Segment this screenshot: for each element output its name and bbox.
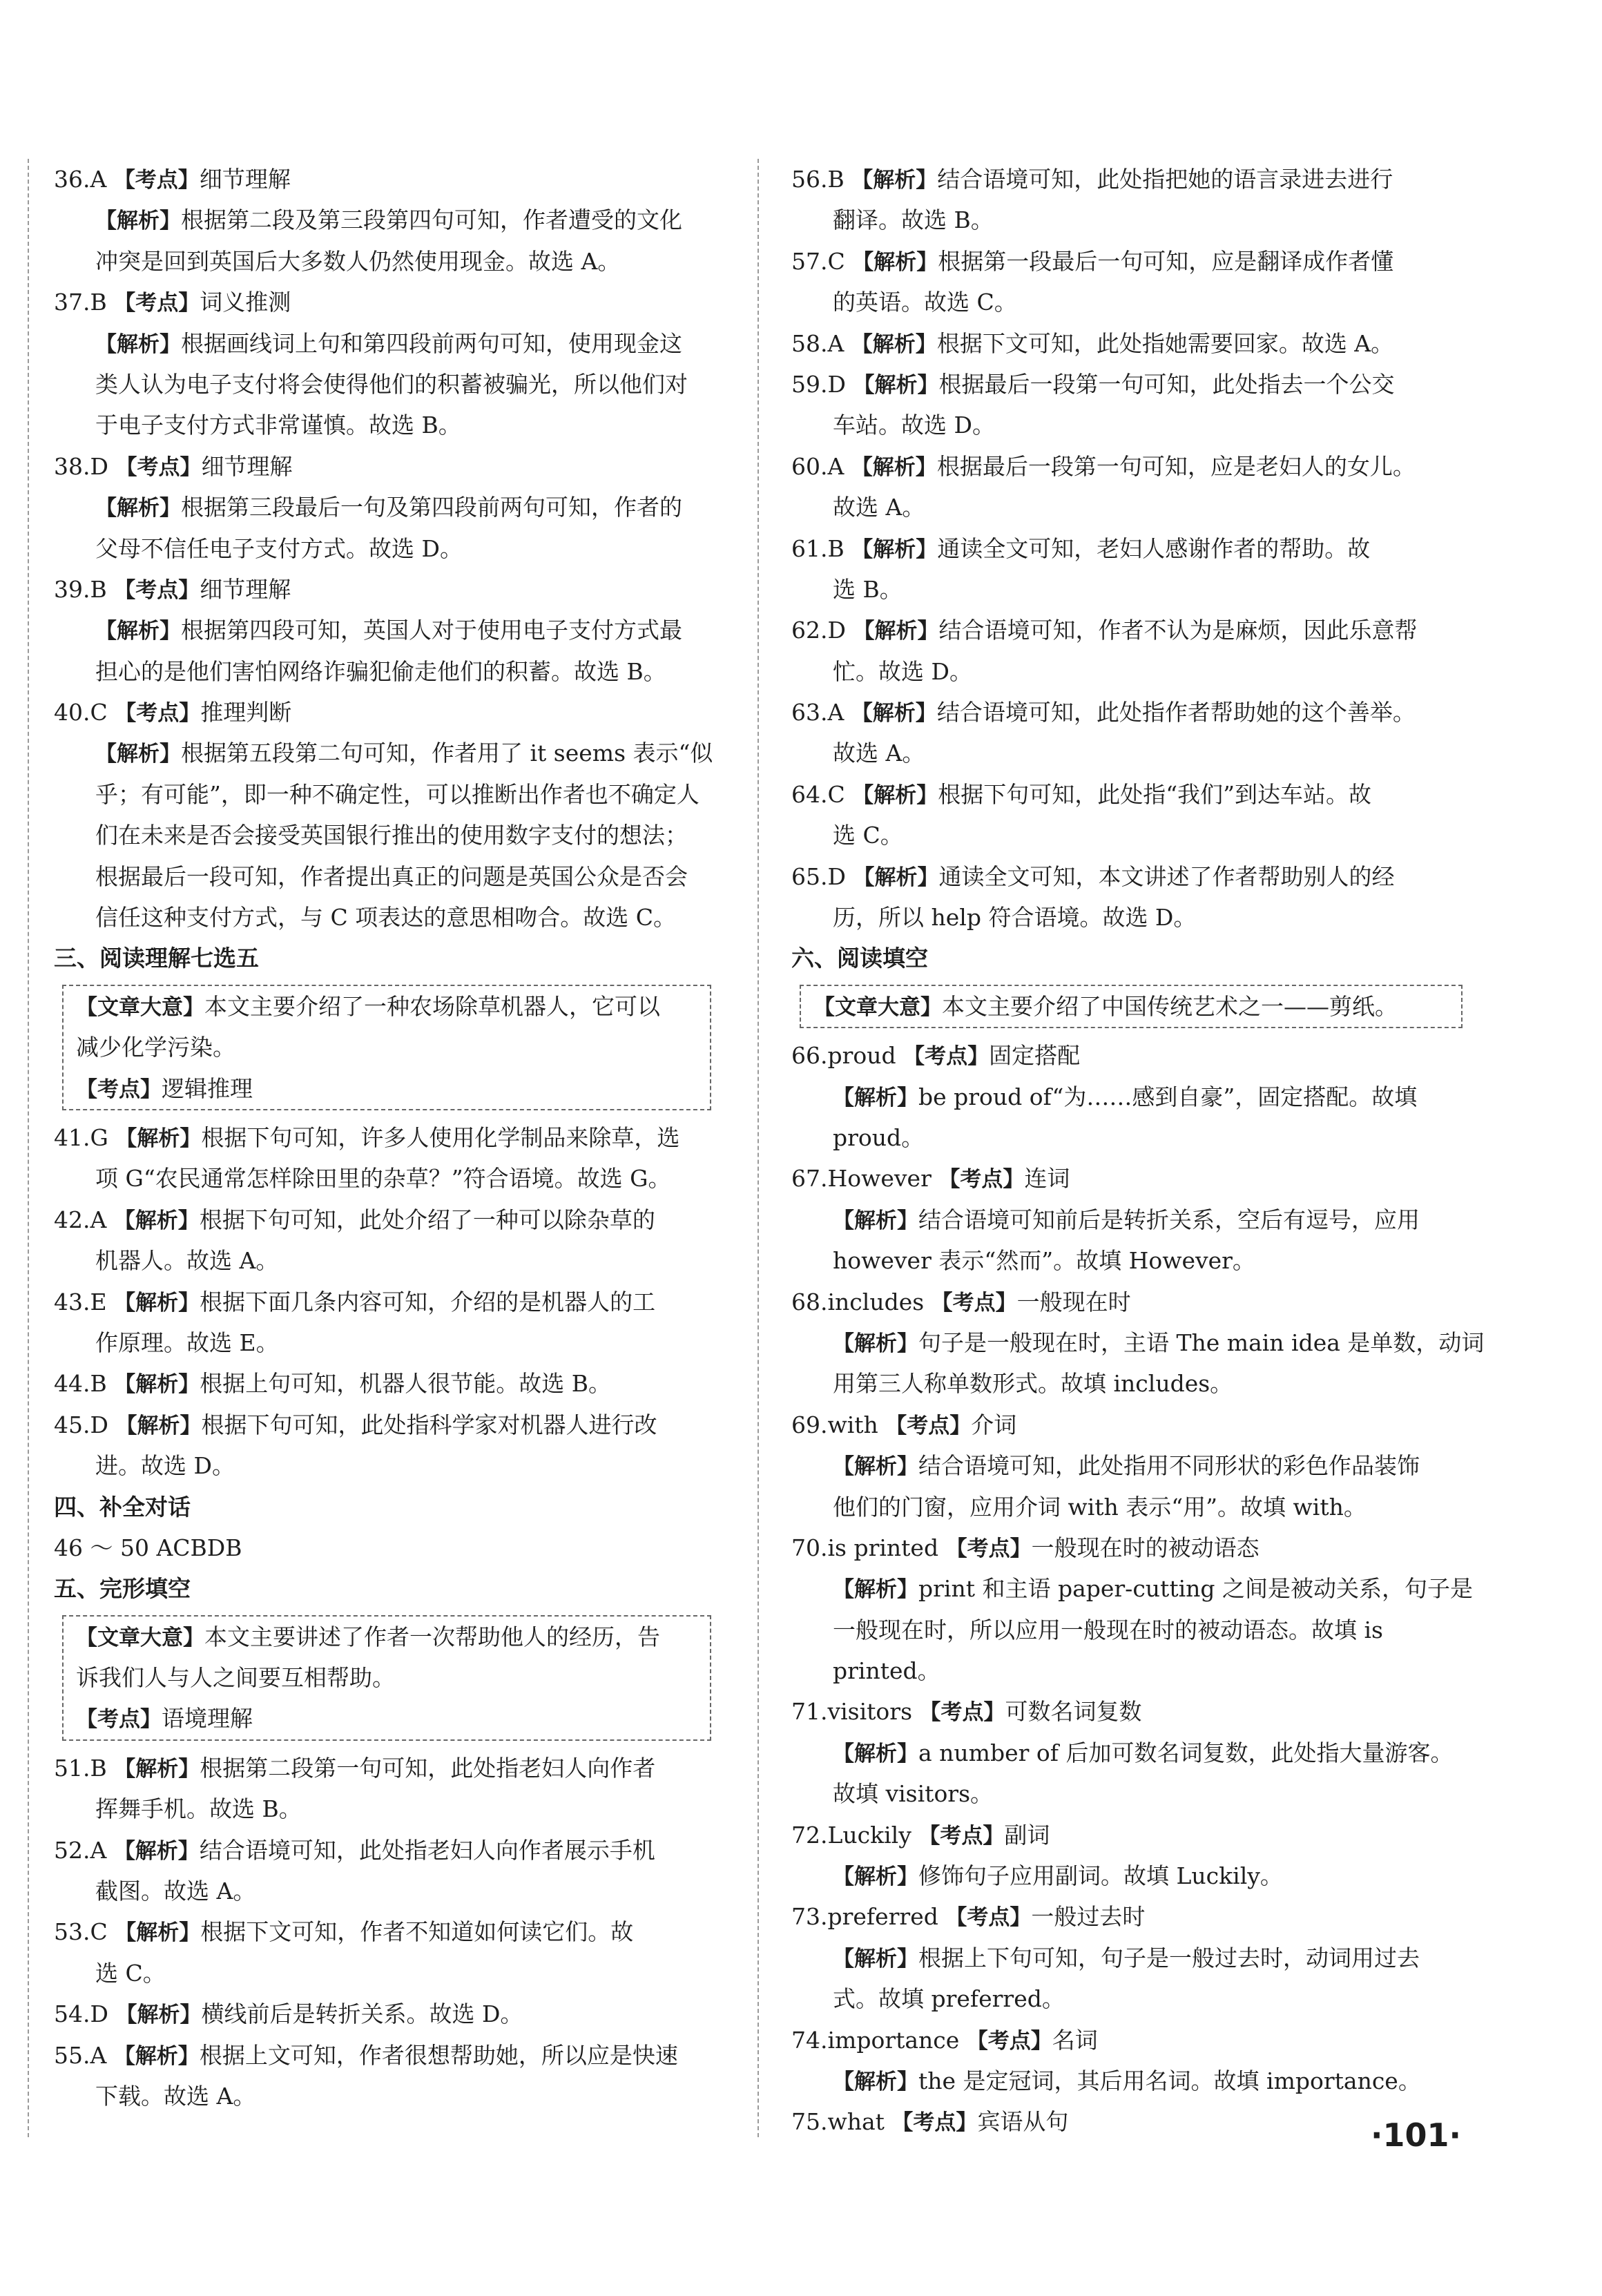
line-text: 机器人。故选 A。 [95, 1247, 279, 1275]
bracket-tag: 【解析】 [833, 1577, 918, 1603]
line-text: 语境理解 [162, 1705, 253, 1733]
line-text: 通读全文可知，本文讲述了作者帮助别人的经 [938, 862, 1395, 890]
text-line [54, 651, 724, 692]
text-line [791, 2061, 1463, 2101]
line-text: 一般过去时 [1031, 1903, 1146, 1931]
summary-box [62, 1615, 711, 1741]
text-line [54, 241, 724, 282]
line-text: 可数名词复数 [1005, 1698, 1142, 1726]
question-number: 57.C [791, 247, 845, 275]
text-line [791, 1773, 1463, 1814]
line-text: 选 C。 [95, 1959, 166, 1987]
question-number: 62.D [791, 617, 846, 644]
line-text: 根据上句可知，机器人很节能。故选 B。 [200, 1370, 611, 1398]
bracket-tag: 【解析】 [114, 1372, 200, 1398]
line-text: 一般现在时 [1016, 1288, 1131, 1315]
bracket-tag: 【考点】 [918, 1823, 1005, 1849]
question-number: 71.visitors [791, 1698, 913, 1726]
question-number: 60.A [791, 452, 845, 480]
question-number: 52.A [54, 1836, 107, 1864]
bracket-tag: 【解析】 [95, 742, 181, 767]
text-line [791, 405, 1463, 445]
text-line [54, 364, 724, 405]
line-text: printed。 [833, 1657, 940, 1685]
line-text: 根据下面几条内容可知，介绍的是机器人的工 [200, 1288, 656, 1315]
bracket-tag: 【解析】 [115, 1126, 202, 1151]
question-number: 74.importance [791, 2026, 960, 2054]
bracket-tag: 【考点】 [891, 2110, 978, 2136]
line-text: 式。故填 preferred。 [833, 1985, 1065, 2013]
bracket-tag: 【解析】 [852, 782, 938, 808]
question-number: 55.A [54, 2041, 107, 2069]
text-line [54, 528, 724, 569]
text-line [54, 733, 724, 773]
bracket-tag: 【考点】 [919, 1700, 1005, 1726]
line-text: 父母不信任电子支付方式。故选 D。 [95, 534, 463, 562]
bracket-tag: 【解析】 [113, 1838, 200, 1864]
text-line [54, 1788, 724, 1829]
question-number: 65.D [791, 862, 846, 890]
line-text: 进。故选 D。 [95, 1452, 235, 1480]
line-text: 根据第二段第一句可知，此处指老妇人向作者 [200, 1754, 656, 1782]
text-line [54, 405, 724, 445]
line-text: 细节理解 [201, 452, 293, 480]
text-line [54, 1953, 724, 1994]
text-line [54, 610, 724, 650]
question-number: 45.D [54, 1411, 108, 1438]
line-text: 本文主要讲述了作者一次帮助他人的经历，告 [204, 1623, 660, 1650]
line-text: 根据最后一段第一句可知，应是老妇人的女儿。 [936, 452, 1416, 480]
text-line [791, 1035, 1463, 1076]
question-number: 38.D [54, 452, 108, 480]
text-line [791, 856, 1463, 897]
line-text: 忙。故选 D。 [833, 657, 972, 685]
text-line [791, 487, 1463, 528]
text-line [791, 1691, 1463, 1732]
question-number: 51.B [54, 1754, 107, 1782]
text-line [76, 1657, 697, 1698]
line-text: 根据画线词上句和第四段前两句可知，使用现金这 [181, 329, 682, 357]
text-line [791, 692, 1463, 733]
line-text: 截图。故选 A。 [95, 1878, 256, 1905]
text-line [791, 528, 1463, 569]
question-number: 70.is printed [791, 1534, 939, 1561]
line-text: 诉我们人与人之间要互相帮助。 [76, 1664, 395, 1692]
line-text: 根据上下句可知，句子是一般过去时，动词用过去 [918, 1944, 1420, 1971]
text-line [54, 1830, 724, 1871]
bracket-tag: 【解析】 [833, 2069, 918, 2094]
text-line [54, 2035, 724, 2076]
text-line [791, 1240, 1463, 1281]
text-line [54, 1871, 724, 1911]
line-text: 故选 A。 [833, 740, 925, 767]
text-line [791, 1855, 1463, 1896]
line-text: 项 G“农民通常怎样除田里的杂草？”符合语境。故选 G。 [95, 1165, 671, 1193]
text-line [54, 323, 724, 364]
left-column [54, 159, 724, 2116]
text-line [791, 1282, 1463, 1322]
bracket-tag: 【解析】 [853, 865, 939, 890]
text-line [791, 1610, 1463, 1650]
line-text: 句子是一般现在时，主语 The main idea 是单数，动词 [918, 1329, 1485, 1356]
question-number: 64.C [791, 780, 845, 808]
text-line [791, 241, 1463, 282]
line-text: 名词 [1052, 2026, 1098, 2054]
text-line [791, 1077, 1463, 1117]
bracket-tag: 【考点】 [115, 701, 201, 726]
bracket-tag: 【解析】 [114, 1756, 200, 1782]
line-text: 46 ～ 50 ACBDB [54, 1534, 242, 1561]
text-line [54, 1322, 724, 1363]
text-line [791, 897, 1463, 938]
line-text: 的英语。故选 C。 [833, 289, 1017, 316]
bracket-tag: 【考点】 [113, 168, 200, 193]
text-line [791, 1445, 1463, 1486]
section-heading: 六、阅读填空 [791, 945, 928, 972]
line-text: 选 B。 [833, 575, 903, 603]
line-text: 推理判断 [200, 699, 292, 726]
summary-box [800, 985, 1463, 1028]
text-line [791, 282, 1463, 322]
text-line [76, 1068, 697, 1109]
text-line [54, 1158, 724, 1199]
line-text: 类人认为电子支付将会使得他们的积蓄被骗光，所以他们对 [95, 370, 688, 398]
line-text: 修饰句子应用副词。故填 Luckily。 [918, 1862, 1283, 1890]
bracket-tag: 【解析】 [115, 1920, 201, 1946]
left-binding-line [28, 159, 29, 2137]
line-text: 根据第四段可知，英国人对于使用电子支付方式最 [181, 617, 682, 644]
bracket-tag: 【解析】 [833, 1454, 918, 1480]
line-text: 根据下句可知，此处指科学家对机器人进行改 [201, 1411, 657, 1438]
line-text: 本文主要介绍了一种农场除草机器人，它可以 [204, 992, 660, 1020]
line-text: 介词 [971, 1411, 1017, 1438]
line-text: 根据最后一段第一句可知，此处指去一个公交 [938, 370, 1395, 398]
text-line [791, 1733, 1463, 1773]
line-text: 固定搭配 [989, 1042, 1081, 1070]
bracket-tag: 【解析】 [95, 619, 181, 644]
bracket-tag: 【解析】 [851, 168, 938, 193]
line-text: 下载。故选 A。 [95, 2082, 256, 2110]
section-heading: 五、完形填空 [54, 1575, 191, 1603]
text-line [791, 1978, 1463, 2019]
text-line [76, 1617, 697, 1657]
line-text: 细节理解 [200, 575, 291, 603]
text-line [54, 159, 724, 200]
bracket-tag: 【考点】 [903, 1044, 990, 1070]
line-text: print 和主语 paper-cutting 之间是被动关系，句子是 [918, 1575, 1474, 1603]
line-text: 通读全文可知，老妇人感谢作者的帮助。故 [937, 534, 1371, 562]
line-text: 逻辑推理 [162, 1074, 253, 1102]
line-text: proud。 [833, 1123, 925, 1151]
question-number: 59.D [791, 370, 846, 398]
line-text: 们在未来是否会接受英国银行推出的使用数字支付的想法； [95, 822, 688, 849]
bracket-tag: 【解析】 [115, 1413, 202, 1438]
line-text: 根据第五段第二句可知，作者用了 it seems 表示“似 [181, 740, 713, 767]
bracket-tag: 【解析】 [853, 619, 939, 644]
text-line [791, 1896, 1463, 1937]
bracket-tag: 【考点】 [945, 1536, 1032, 1561]
text-line [791, 1117, 1463, 1158]
right-column [791, 159, 1485, 2143]
bracket-tag: 【考点】 [114, 291, 200, 316]
bracket-tag: 【文章大意】 [813, 994, 942, 1020]
text-line [76, 986, 697, 1027]
text-line [791, 1158, 1463, 1199]
line-text: 信任这种支付方式，与 C 项表达的意思相吻合。故选 C。 [95, 904, 676, 932]
question-number: 37.B [54, 289, 107, 316]
line-text: 挥舞手机。故选 B。 [95, 1795, 302, 1823]
question-number: 44.B [54, 1370, 107, 1398]
text-line [791, 323, 1463, 364]
text-line [54, 897, 724, 938]
section-heading: 四、补全对话 [54, 1493, 191, 1521]
text-line [54, 1911, 724, 1952]
text-line [791, 733, 1463, 773]
text-line [76, 1027, 697, 1068]
line-text: 结合语境可知前后是转折关系，空后有逗号，应用 [918, 1206, 1420, 1233]
question-number: 56.B [791, 166, 845, 193]
text-line [54, 1405, 724, 1445]
bracket-tag: 【解析】 [851, 454, 937, 480]
text-line [54, 1363, 724, 1404]
line-text: 根据下文可知，作者不知道如何读它们。故 [200, 1918, 634, 1946]
question-number: 75.what [791, 2108, 885, 2136]
text-line [791, 1405, 1463, 1445]
question-number: 66.proud [791, 1042, 896, 1070]
text-line [791, 1938, 1463, 1978]
line-text: 作原理。故选 E。 [95, 1329, 279, 1356]
line-text: 连词 [1024, 1165, 1070, 1193]
bracket-tag: 【考点】 [114, 577, 200, 603]
text-line [791, 569, 1463, 610]
text-line [54, 1527, 724, 1568]
bracket-tag: 【解析】 [833, 1208, 918, 1233]
line-text: the 是定冠词，其后用名词。故填 importance。 [918, 2067, 1421, 2094]
line-text: 根据第二段及第三段第四句可知，作者遭受的文化 [181, 206, 682, 234]
question-number: 39.B [54, 575, 107, 603]
line-text: 根据下文可知，此处指她需要回家。故选 A。 [936, 329, 1394, 357]
text-line [54, 446, 724, 487]
bracket-tag: 【解析】 [113, 2043, 200, 2069]
line-text: 横线前后是转折关系。故选 D。 [201, 2000, 523, 2028]
text-line [54, 1994, 724, 2034]
text-line [791, 159, 1463, 200]
question-number: 54.D [54, 2000, 108, 2028]
question-number: 61.B [791, 534, 845, 562]
text-line [813, 986, 1449, 1027]
text-line [791, 815, 1463, 856]
text-line [54, 1445, 724, 1486]
bracket-tag: 【考点】 [115, 454, 202, 480]
text-line [791, 1527, 1463, 1568]
line-text: 宾语从句 [977, 2108, 1069, 2136]
text-line [791, 1487, 1463, 1527]
line-text: 用第三人称单数形式。故填 includes。 [833, 1370, 1233, 1398]
text-line [54, 200, 724, 240]
section-heading: 三、阅读理解七选五 [54, 945, 259, 972]
bracket-tag: 【解析】 [95, 209, 181, 234]
text-line [791, 1199, 1463, 1240]
bracket-tag: 【解析】 [95, 331, 181, 357]
line-text: 结合语境可知，作者不认为是麻烦，因此乐意帮 [938, 617, 1418, 644]
text-line [791, 651, 1463, 692]
line-text: 翻译。故选 B。 [833, 206, 994, 234]
question-number: 69.with [791, 1411, 878, 1438]
line-text: 根据下句可知，此处指“我们”到达车站。故 [938, 780, 1371, 808]
line-text: 于电子支付方式非常谨慎。故选 B。 [95, 412, 461, 439]
line-text: 故选 A。 [833, 494, 925, 521]
question-number: 42.A [54, 1206, 107, 1233]
question-number: 68.includes [791, 1288, 925, 1315]
text-line [791, 2020, 1463, 2061]
bracket-tag: 【考点】 [885, 1413, 972, 1438]
line-text: 根据下句可知，许多人使用化学制品来除草，选 [201, 1123, 680, 1151]
text-line [76, 1698, 697, 1739]
text-line [54, 1117, 724, 1158]
bracket-tag: 【考点】 [931, 1290, 1017, 1315]
line-text: a number of 后加可数名词复数，此处指大量游客。 [918, 1739, 1454, 1766]
text-line [791, 610, 1463, 650]
bracket-tag: 【解析】 [833, 1946, 918, 1971]
bracket-tag: 【解析】 [113, 1208, 200, 1233]
center-binding-line [757, 159, 759, 2137]
question-number: 73.preferred [791, 1903, 938, 1931]
line-text: 根据第一段最后一句可知，应是翻译成作者懂 [938, 247, 1394, 275]
line-text: 根据上文可知，作者很想帮助她，所以应是快速 [199, 2041, 678, 2069]
line-text: 本文主要介绍了中国传统艺术之一——剪纸。 [942, 992, 1398, 1020]
bracket-tag: 【解析】 [853, 372, 939, 398]
line-text: 历，所以 help 符合语境。故选 D。 [833, 904, 1197, 932]
bracket-tag: 【解析】 [852, 249, 938, 275]
bracket-tag: 【解析】 [851, 701, 937, 726]
bracket-tag: 【考点】 [938, 1167, 1025, 1193]
line-text: be proud of“为……感到自豪”，固定搭配。故填 [918, 1083, 1418, 1110]
bracket-tag: 【解析】 [833, 1085, 918, 1110]
summary-box [62, 985, 711, 1110]
bracket-tag: 【解析】 [115, 2003, 202, 2028]
line-text: 根据最后一段可知，作者提出真正的问题是英国公众是否会 [95, 862, 688, 890]
text-line [791, 446, 1463, 487]
bracket-tag: 【考点】 [945, 1905, 1032, 1931]
line-text: 冲突是回到英国后大多数人仍然使用现金。故选 A。 [95, 247, 621, 275]
text-line [54, 2076, 724, 2116]
text-line [54, 815, 724, 856]
line-text: 故填 visitors。 [833, 1780, 994, 1808]
line-text: 结合语境可知，此处指作者帮助她的这个善举。 [936, 699, 1416, 726]
line-text: 他们的门窗，应用介词 with 表示“用”。故填 with。 [833, 1493, 1367, 1521]
bracket-tag: 【考点】 [966, 2028, 1052, 2054]
line-text: however 表示“然而”。故填 However。 [833, 1247, 1255, 1275]
text-line [54, 1199, 724, 1240]
line-text: 车站。故选 D。 [833, 412, 995, 439]
text-line [791, 364, 1463, 405]
question-number: 72.Luckily [791, 1821, 911, 1849]
question-number: 43.E [54, 1288, 107, 1315]
text-line [791, 1650, 1463, 1691]
text-line [791, 774, 1463, 815]
question-number: 53.C [54, 1918, 108, 1946]
page-number: ·101· [1371, 2116, 1461, 2154]
text-line [54, 569, 724, 610]
line-text: 副词 [1004, 1821, 1050, 1849]
text-line [54, 282, 724, 322]
line-text: 结合语境可知，此处指把她的语言录进去进行 [937, 166, 1393, 193]
line-text: 选 C。 [833, 822, 903, 849]
line-text: 一般现在时的被动语态 [1031, 1534, 1260, 1561]
text-line [791, 1363, 1463, 1404]
line-text: 根据下句可知，此处介绍了一种可以除杂草的 [199, 1206, 655, 1233]
question-number: 40.C [54, 699, 108, 726]
text-line [54, 487, 724, 528]
line-text: 减少化学污染。 [76, 1034, 235, 1061]
bracket-tag: 【文章大意】 [76, 994, 204, 1020]
line-text: 根据第三段最后一句及第四段前两句可知，作者的 [181, 494, 682, 521]
line-text: 结合语境可知，此处指用不同形状的彩色作品装饰 [918, 1452, 1420, 1480]
bracket-tag: 【解析】 [833, 1864, 918, 1890]
bracket-tag: 【解析】 [833, 1331, 918, 1356]
question-number: 67.However [791, 1165, 932, 1193]
bracket-tag: 【考点】 [76, 1077, 162, 1102]
line-text: 担心的是他们害怕网络诈骗犯偷走他们的积蓄。故选 B。 [95, 657, 666, 685]
text-line [791, 200, 1463, 240]
line-text: 词义推测 [200, 289, 291, 316]
bracket-tag: 【解析】 [114, 1290, 200, 1315]
text-line [54, 1240, 724, 1281]
line-text: 一般现在时，所以应用一般现在时的被动语态。故填 is [833, 1616, 1383, 1643]
text-line [791, 1815, 1463, 1855]
question-number: 36.A [54, 166, 107, 193]
text-line [54, 856, 724, 897]
bracket-tag: 【考点】 [76, 1707, 162, 1733]
line-text: 结合语境可知，此处指老妇人向作者展示手机 [199, 1836, 655, 1864]
bracket-tag: 【解析】 [833, 1741, 918, 1766]
bracket-tag: 【解析】 [95, 496, 181, 521]
line-text: 细节理解 [199, 166, 291, 193]
text-line [791, 1568, 1474, 1609]
text-line [54, 774, 724, 815]
text-line [54, 1282, 724, 1322]
bracket-tag: 【解析】 [851, 537, 938, 562]
bracket-tag: 【文章大意】 [76, 1625, 204, 1650]
text-line [791, 2101, 1463, 2142]
question-number: 58.A [791, 329, 845, 357]
question-number: 63.A [791, 699, 845, 726]
line-text: 乎；有可能”，即一种不确定性，可以推断出作者也不确定人 [95, 780, 699, 808]
text-line [54, 692, 724, 733]
bracket-tag: 【解析】 [851, 331, 937, 357]
text-line [791, 1322, 1485, 1363]
question-number: 41.G [54, 1123, 108, 1151]
text-line [54, 1748, 724, 1788]
